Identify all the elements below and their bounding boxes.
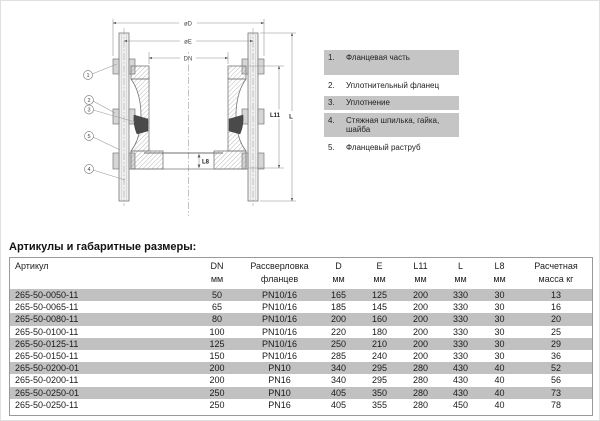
value-cell: PN10/16 [261,350,298,361]
column-header-Артикул: Артикул [15,261,49,271]
value-cell: 36 [550,350,561,361]
value-cell: PN10 [268,387,291,398]
table-row [10,362,592,374]
value-cell: PN10/16 [261,314,298,325]
dim-L8 [198,154,201,169]
table-row [10,350,592,362]
callout-5: 5 [87,134,91,140]
value-cell: 330 [452,350,469,361]
legend-item-label: Стяжная шпилька, гайка, шайба [346,115,440,134]
legend-item-1 [324,50,459,75]
table-row [10,326,592,338]
article-cell: 265-50-0100-11 [15,326,79,337]
value-cell: 295 [371,375,388,386]
value-cell: 29 [550,338,561,349]
value-cell: 25 [550,326,561,337]
dim-label-L11: L11 [269,113,281,119]
value-cell: 295 [371,363,388,374]
legend-item-number: 2. [328,80,335,90]
legend-item-label: Уплотнительный фланец [346,80,440,90]
value-cell: 20 [550,314,561,325]
value-cell: 165 [330,290,347,300]
value-cell: 250 [330,338,347,349]
value-cell: 430 [452,375,469,386]
value-cell: PN16 [268,399,291,410]
dim-label-oD: øD [184,21,192,28]
value-cell: 30 [494,290,505,300]
legend-item-number: 3. [328,98,335,107]
value-cell: 30 [494,326,505,337]
value-cell: 50 [211,290,222,300]
value-cell: 180 [371,326,388,337]
value-cell: 80 [211,314,222,325]
column-header-Расчетная: Расчетная масса кг [534,261,578,284]
value-cell: 56 [550,375,561,386]
callout-2: 2 [87,98,91,104]
value-cell: 40 [494,363,505,374]
value-cell: 250 [209,399,225,410]
value-cell: 200 [412,290,429,300]
value-cell: 40 [494,375,505,386]
value-cell: 250 [209,387,225,398]
value-cell: 78 [550,399,561,410]
dim-label-L8: L8 [202,159,210,166]
value-cell: 350 [371,387,388,398]
value-cell: 16 [550,302,561,313]
callout-1: 1 [86,73,90,79]
article-cell: 265-50-0150-11 [15,350,79,361]
value-cell: 200 [412,326,429,337]
legend [324,50,459,158]
value-cell: 285 [330,350,347,361]
table-row [10,387,592,399]
table-header-row [10,258,592,289]
dim-label-oE: øE [184,39,192,46]
table-body [10,289,592,411]
value-cell: 430 [452,363,469,374]
legend-item-number: 5. [328,142,335,152]
legend-item-number: 4. [328,115,335,125]
value-cell: 200 [412,350,429,361]
value-cell: 355 [371,399,388,410]
value-cell: 200 [330,314,347,325]
value-cell: PN16 [268,375,291,386]
value-cell: 30 [494,350,505,361]
value-cell: 185 [330,302,347,313]
value-cell: 30 [494,302,505,313]
value-cell: 405 [330,387,347,398]
column-header-L8: L8 мм [493,261,506,284]
value-cell: 73 [550,387,561,398]
value-cell: 30 [494,314,505,325]
table-row [10,374,592,386]
value-cell: 150 [209,350,225,361]
value-cell: 330 [452,326,469,337]
column-header-L: L мм [454,261,467,284]
table-row [10,289,592,301]
value-cell: 200 [209,375,225,386]
legend-item-3 [324,96,459,111]
dimensions-table [9,257,593,416]
value-cell: 200 [209,363,225,374]
value-cell: PN10/16 [261,326,298,337]
value-cell: 65 [211,302,222,313]
legend-item-label: Фланцевая часть [346,52,410,62]
value-cell: 340 [330,363,347,374]
article-cell: 265-50-0080-11 [15,314,79,325]
legend-item-number: 1. [328,52,335,62]
value-cell: 330 [452,302,469,313]
value-cell: 210 [371,338,388,349]
value-cell: PN10/16 [261,290,298,300]
value-cell: 30 [494,338,505,349]
column-header-Рассверловка: Рассверловка фланцев [250,261,309,284]
value-cell: 450 [452,399,469,410]
dim-label-L: L [289,114,293,121]
value-cell: PN10 [268,363,291,374]
column-header-DN: DN мм [210,261,224,284]
stud-left [119,28,129,206]
value-cell: 200 [412,314,429,325]
value-cell: 145 [371,302,388,313]
value-cell: 330 [452,314,469,325]
value-cell: 405 [330,399,347,410]
value-cell: 340 [330,375,347,386]
legend-item-label: Уплотнение [346,98,390,107]
value-cell: 200 [412,302,429,313]
value-cell: 125 [209,338,225,349]
table-row [10,313,592,325]
value-cell: 280 [412,363,429,374]
value-cell: 330 [452,290,469,300]
value-cell: 280 [412,399,429,410]
value-cell: 100 [209,326,225,337]
dim-label-DN: DN [183,56,193,63]
value-cell: PN10/16 [261,338,298,349]
value-cell: 160 [371,314,388,325]
value-cell: 280 [412,375,429,386]
article-cell: 265-50-0200-11 [15,375,79,386]
technical-drawing [79,6,299,220]
value-cell: 220 [330,326,347,337]
value-cell: 200 [412,338,429,349]
value-cell: 330 [452,338,469,349]
legend-item-5 [324,140,459,155]
article-cell: 265-50-0200-01 [15,363,80,374]
column-header-L11: L11 мм [413,261,428,284]
table-row [10,301,592,313]
value-cell: 40 [494,387,505,398]
stud-right [248,28,258,206]
value-cell: 280 [412,387,429,398]
legend-item-label: Фланцевый раструб [346,142,421,152]
value-cell: 52 [550,363,561,374]
callout-4: 4 [87,167,91,173]
value-cell: 13 [550,290,561,300]
value-cell: PN10/16 [261,302,298,313]
value-cell: 430 [452,387,469,398]
article-cell: 265-50-0125-11 [15,338,79,349]
table-row [10,399,592,411]
article-cell: 265-50-0065-11 [15,302,79,313]
article-cell: 265-50-0050-11 [15,290,79,300]
column-header-D: D мм [332,261,345,284]
callout-3: 3 [87,107,91,114]
callout-bubbles [84,71,94,174]
value-cell: 125 [371,290,388,300]
article-cell: 265-50-0250-11 [15,399,79,410]
legend-item-4 [324,113,459,137]
article-cell: 265-50-0250-01 [15,387,80,398]
table-row [10,338,592,350]
value-cell: 40 [494,399,505,410]
table-title: Артикулы и габаритные размеры: [9,241,197,253]
legend-item-2 [324,78,459,93]
value-cell: 240 [371,350,388,361]
column-header-E: E мм [373,261,386,284]
